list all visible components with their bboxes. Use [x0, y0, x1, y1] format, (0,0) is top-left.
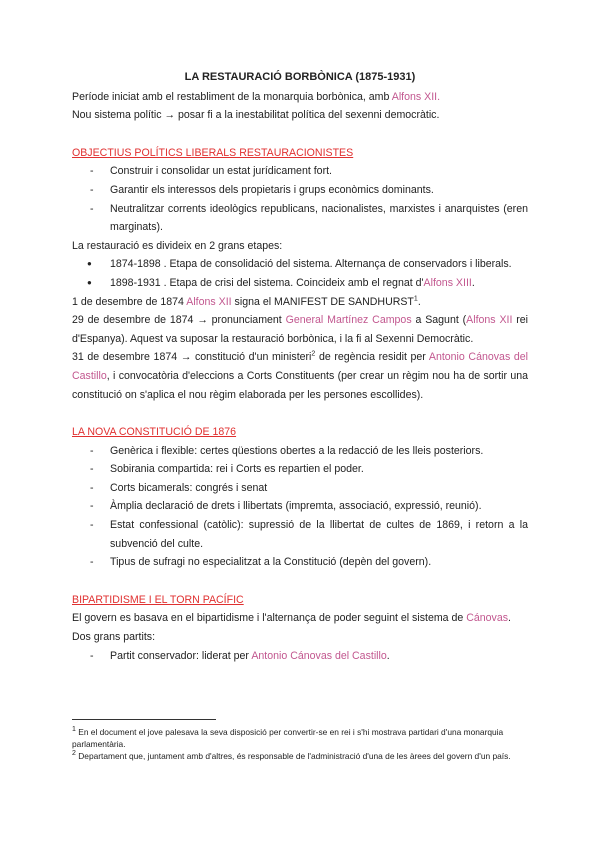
section-heading-objectius: OBJECTIUS POLÍTICS LIBERALS RESTAURACIONISTES	[72, 146, 354, 159]
list-item: ● 1874-1898 . Etapa de consolidació del sistema. Alternança de conservadors i liberals.	[72, 255, 528, 274]
list-item: - Garantir els interessos dels propietaris i grups econòmics dominants.	[72, 181, 528, 200]
footnote-2	[72, 750, 528, 762]
list-item: - Estat confessional (catòlic): supressió de la llibertat de cultes de 1869, i retorn a la subvenció del culte.	[72, 516, 528, 553]
sandhurst-line	[72, 293, 528, 312]
list-item	[72, 647, 528, 666]
link-alfons-xii[interactable]: Alfons XII	[466, 314, 513, 327]
footnote-text: En el document el jove palesava la seva disposició per convertir-se en rei i s'hi mostrava partidari d'una monarquia parlamentària.	[72, 727, 504, 749]
date-text: 29 de desembre de 1874 → pronunciament	[72, 314, 286, 327]
footnote-text: Departament que, juntament amb d'altres, és responsable de l'administració d'una de les àrees del govern d'un país.	[75, 751, 511, 761]
footnote-divider	[72, 719, 216, 720]
etapa-text: 1898-1931 . Etapa de crisi del sistema. Coincideix amb el regnat d'	[110, 276, 424, 289]
link-martinez-campos[interactable]: General Martínez Campos	[285, 314, 412, 327]
regencia-text: de regència residit per	[315, 351, 429, 364]
partits-intro: Dos grans partits:	[72, 631, 156, 644]
link-canovas-short[interactable]: Cánovas	[466, 612, 509, 625]
document-page	[72, 68, 528, 665]
manifest-text: signa el MANIFEST DE SANDHURST	[231, 295, 414, 308]
link-alfons-xiii[interactable]: Alfons XIII	[423, 276, 472, 289]
footnote-1	[72, 726, 528, 750]
intro-paragraph-2: Nou sistema polític → posar fi a la inestabilitat política del sexenni democràtic.	[72, 109, 440, 122]
sagunt-text: a Sagunt (	[411, 314, 467, 327]
line-end: .	[417, 295, 421, 308]
section-heading-constitucio: LA NOVA CONSTITUCIÓ DE 1876	[72, 426, 237, 439]
date-text: 31 de desembre 1874 → constitució d'un ministeri	[72, 351, 312, 364]
list-item: - Àmplia declaració de drets i llibertats (impremta, associació, expressió, reunió).	[72, 497, 528, 516]
footnote-number: 2	[72, 750, 76, 758]
date-text: 1 de desembre de 1874	[72, 295, 187, 308]
list-item: - Tipus de sufragi no especialitzat a la Constitució (depèn del govern).	[72, 553, 528, 572]
list-item: - Corts bicamerals: congrés i senat	[72, 479, 528, 498]
list-item: - Genèrica i flexible: certes qüestions obertes a la redacció de les lleis posteriors.	[72, 442, 528, 461]
line-end: .	[508, 612, 511, 625]
footnotes	[72, 726, 528, 762]
footnote-ref-1[interactable]: 1	[413, 295, 418, 302]
objectius-list	[72, 162, 528, 236]
constitucio-list	[72, 442, 528, 572]
link-alfons-xii[interactable]: Alfons XII	[186, 295, 232, 308]
link-canovas[interactable]: Antonio Cánovas del Castillo	[72, 351, 529, 382]
section-heading-bipartidisme: BIPARTIDISME I EL TORN PACÍFIC	[72, 593, 244, 606]
footnote-number: 1	[72, 726, 76, 734]
list-item: - Construir i consolidar un estat jurídicament fort.	[72, 162, 528, 181]
intro-text: Període iniciat amb el restabliment de la monarquia borbònica, amb	[72, 90, 392, 103]
intro-paragraph	[72, 88, 528, 107]
bipartidisme-text: El govern es basava en el bipartidisme i l'alternança de poder seguint el sistema de	[72, 612, 467, 625]
footnote-ref-2[interactable]: 2	[311, 350, 316, 358]
restauracio-text: rei d'Espanya). Aquest va suposar la restauració borbònica, i la fi al Sexenni Democràtic.	[72, 314, 529, 345]
line-end: .	[386, 649, 390, 662]
partit-text: Partit conservador: liderat per	[110, 649, 252, 662]
etapes-list	[72, 255, 528, 292]
link-alfons-xii[interactable]: Alfons XII.	[391, 90, 441, 103]
list-item: - Neutralitzar corrents ideològics republicans, nacionalistes, marxistes i anarquistes (eren marginats).	[72, 200, 528, 237]
link-canovas[interactable]: Antonio Cánovas del Castillo	[251, 649, 387, 662]
bipartidisme-paragraph	[72, 609, 528, 628]
list-item: - Sobirania compartida: rei i Corts es repartien el poder.	[72, 460, 528, 479]
ministeri-paragraph	[72, 348, 528, 404]
etapa-end: .	[471, 276, 475, 289]
page-title: LA RESTAURACIÓ BORBÒNICA (1875-1931)	[184, 71, 416, 83]
pronunciament-paragraph	[72, 311, 528, 348]
partits-list	[72, 647, 528, 666]
eleccions-text: , i convocatòria d'eleccions a Corts Constituents (per crear un règim nou ha de sortir una constitució on s'aplica el nou règim elaborada per les persones escollides).	[72, 369, 528, 401]
list-item	[72, 274, 528, 293]
etapes-intro: La restauració es divideix en 2 grans etapes:	[72, 239, 283, 252]
